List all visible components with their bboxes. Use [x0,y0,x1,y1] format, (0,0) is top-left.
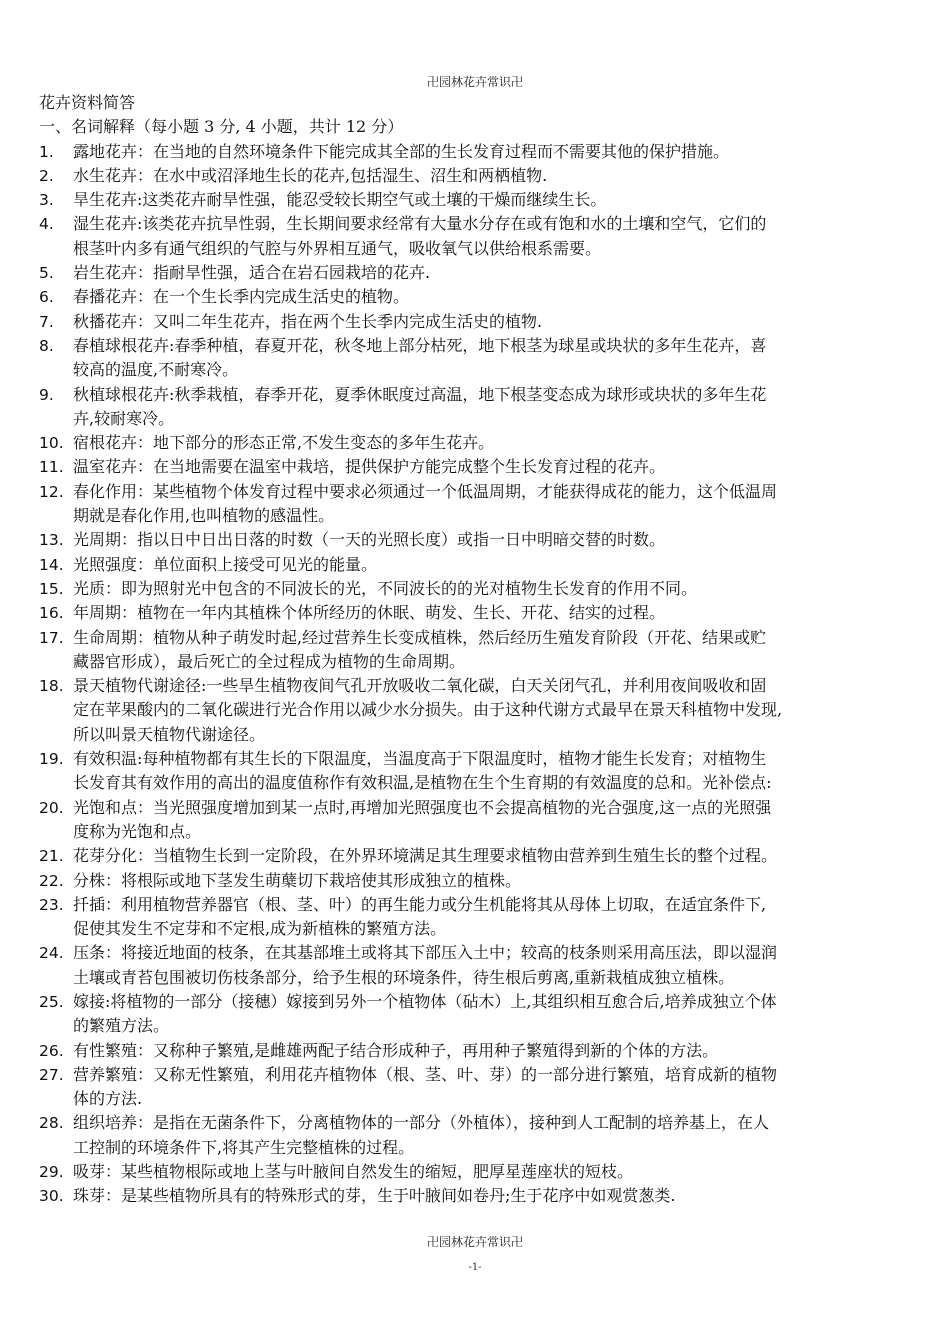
list-item-text: 宿根花卉：地下部分的形态正常,不发生变态的多年生花卉。 [73,433,495,453]
list-item [39,674,929,747]
list-item-text: 景天植物代谢途径:一些旱生植物夜间气孔开放吸收二氧化碳，白天关闭气孔，并利用夜间吸收和固 [73,676,767,696]
list-item [39,601,929,625]
page-footer: 卍园林花卉常识卍 [426,1235,523,1249]
list-item-text: 水生花卉：在水中或沼泽地生长的花卉,包括湿生、沼生和两栖植物. [73,165,548,185]
list-item [39,334,929,383]
list-item-text: 旱生花卉:这类花卉耐旱性强，能忍受较长期空气或土壤的干燥而继续生长。 [73,190,607,210]
list-item [39,747,929,796]
list-item-number: 24. [39,944,64,963]
list-item-text: 春植球根花卉:春季种植，春夏开花，秋冬地上部分枯死，地下根茎为球星或块状的多年生花卉，喜 [73,335,767,355]
list-item-text: 长发育其有效作用的高出的温度值称作有效积温,是植物在生个生育期的有效温度的总和。光补偿点: [73,773,772,793]
list-item [39,869,929,893]
list-item [39,285,929,309]
document-title: 花卉资料简答 [39,93,136,112]
list-item-number: 18. [39,677,64,696]
list-item [39,480,929,529]
list-item-number: 17. [39,628,64,647]
list-item-number: 10. [39,434,64,453]
list-item-number: 8. [39,336,54,355]
list-item [39,140,929,164]
list-item-number: 22. [39,871,64,890]
list-item [39,553,929,577]
list-item-number: 30. [39,1187,64,1206]
list-item-number: 4. [39,215,54,234]
list-item-number: 29. [39,1163,64,1182]
list-item-text: 嫁接:将植物的一部分（接穗）嫁接到另外一个植物体（砧木）上,其组织相互愈合后,培养成独立个体 [73,991,777,1011]
document-body [39,91,929,1209]
list-item-text: 度称为光饱和点。 [73,821,202,841]
list-item-text: 体的方法. [73,1089,143,1109]
list-item-text: 所以叫景天植物代谢途径。 [73,724,266,744]
list-item [39,1039,929,1063]
list-item-text: 秋植球根花卉:秋季栽植，春季开花，夏季休眠度过高温，地下根茎变态成为球形或块状的多年生花 [73,384,767,404]
list-item [39,990,929,1039]
list-item-text: 光照强度：单位面积上接受可见光的能量。 [73,554,378,574]
list-item-number: 20. [39,798,64,817]
list-item-text: 扦插：利用植物营养器官（根、茎、叶）的再生能力或分生机能将其从母体上切取，在适宜条件下, [73,894,767,914]
list-item-text: 较高的温度,不耐寒冷。 [73,360,239,380]
list-item-text: 压条：将接近地面的枝条，在其基部堆土或将其下部压入土中；较高的枝条则采用高压法，即以湿润 [73,943,778,963]
list-item [39,796,929,845]
list-item-number: 28. [39,1114,64,1133]
list-item-number: 6. [39,288,54,307]
list-item-text: 有效积温:每种植物都有其生长的下限温度，当温度高于下限温度时，植物才能生长发育；对植物生 [73,749,767,769]
list-item-text: 岩生花卉：指耐旱性强，适合在岩石园栽培的花卉. [73,263,431,283]
list-item-number: 16. [39,604,64,623]
list-item [39,626,929,675]
list-item-text: 光质：即为照射光中包含的不同波长的光，不同波长的的光对植物生长发育的作用不同。 [73,578,698,598]
list-item-number: 21. [39,847,64,866]
list-item-number: 3. [39,191,54,210]
section-title: 一、名词解释（每小题 3 分, 4 小题，共计 12 分） [39,117,404,137]
list-item-text: 的繁殖方法。 [73,1016,170,1036]
list-item [39,188,929,212]
list-item-number: 15. [39,579,64,598]
list-item-text: 秋播花卉：又叫二年生花卉，指在两个生长季内完成生活史的植物. [73,311,543,331]
list-item-number: 12. [39,482,64,501]
list-item-text: 卉,较耐寒冷。 [73,408,175,428]
list-item-number: 5. [39,264,54,283]
list-item-text: 组织培养：是指在无菌条件下，分离植物体的一部分（外植体），接种到人工配制的培养基上，在人 [73,1113,770,1133]
list-item [39,577,929,601]
list-item-text: 光周期：指以日中日出日落的时数（一天的光照长度）或指一日中明暗交替的时数。 [73,530,666,550]
list-item-text: 有性繁殖：又称种子繁殖,是雌雄两配子结合形成种子，再用种子繁殖得到新的个体的方法。 [73,1040,719,1060]
list-item [39,941,929,990]
page-header: 卍园林花卉常识卍 [426,75,523,89]
list-item [39,164,929,188]
list-item-number: 11. [39,458,64,477]
list-item-text: 露地花卉：在当地的自然环境条件下能完成其全部的生长发育过程而不需要其他的保护措施。 [73,141,730,161]
list-item-number: 25. [39,992,64,1011]
list-item [39,431,929,455]
list-item-text: 温室花卉：在当地需要在温室中栽培，提供保护方能完成整个生长发育过程的花卉。 [73,457,666,477]
list-item-text: 定在苹果酸内的二氧化碳进行光合作用以减少水分损失。由于这种代谢方式最早在景天科植物中发现, [73,700,783,720]
page-number: -1- [468,1262,482,1273]
list-item [39,1063,929,1112]
list-item-number: 13. [39,531,64,550]
list-item-text: 珠芽：是某些植物所具有的特殊形式的芽，生于叶腋间如卷丹;生于花序中如观赏葱类. [73,1186,676,1206]
list-item-text: 促使其发生不定芽和不定根,成为新植株的繁殖方法。 [73,919,447,939]
list-item-text: 年周期：植物在一年内其植株个体所经历的休眠、萌发、生长、开花、结实的过程。 [73,603,666,623]
list-item-text: 生命周期：植物从种子萌发时起,经过营养生长变成植株，然后经历生殖发育阶段（开花、结果或贮 [73,627,767,647]
list-item-text: 营养繁殖：又称无性繁殖，利用花卉植物体（根、茎、叶、芽）的一部分进行繁殖，培育成新的植物 [73,1064,778,1084]
list-item [39,893,929,942]
list-item [39,310,929,334]
list-item-number: 19. [39,750,64,769]
list-item [39,383,929,432]
list-item [39,528,929,552]
list-item-number: 26. [39,1041,64,1060]
list-item-text: 期就是春化作用,也叫植物的感温性。 [73,506,335,526]
list-item [39,1184,929,1208]
list-item-text: 分株：将根际或地下茎发生萌蘖切下栽培使其形成独立的植株。 [73,870,522,890]
list-item-number: 7. [39,312,54,331]
list-item-text: 光饱和点：当光照强度增加到某一点时,再增加光照强度也不会提高植物的光合强度,这一点的光照强 [73,797,772,817]
list-item-number: 9. [39,385,54,404]
list-item-text: 吸芽：某些植物根际或地上茎与叶腋间自然发生的缩短，肥厚星莲座状的短枝。 [73,1162,634,1182]
list-item [39,1111,929,1160]
definition-list [39,140,929,1209]
list-item-number: 27. [39,1065,64,1084]
list-item-text: 湿生花卉:该类花卉抗旱性弱，生长期间要求经常有大量水分存在或有饱和水的土壤和空气，它们的 [73,214,767,234]
list-item-text: 土壤或青苔包围被切伤枝条部分，给予生根的环境条件，待生根后剪离,重新栽植成独立植株。 [73,967,735,987]
list-item-number: 14. [39,555,64,574]
list-item-text: 春播花卉：在一个生长季内完成生活史的植物。 [73,287,410,307]
list-item [39,261,929,285]
list-item-text: 花芽分化：当植物生长到一定阶段，在外界环境满足其生理要求植物由营养到生殖生长的整个过程。 [73,846,778,866]
list-item [39,212,929,261]
list-item-number: 23. [39,895,64,914]
list-item-text: 工控制的环境条件下,将其产生完整植株的过程。 [73,1137,415,1157]
list-item-number: 1. [39,142,54,161]
list-item-text: 根茎叶内多有通气组织的气腔与外界相互通气，吸收氧气以供给根系需要。 [73,238,602,258]
list-item-text: 春化作用：某些植物个体发育过程中要求必须通过一个低温周期，才能获得成花的能力，这个低温周 [73,481,778,501]
list-item-text: 藏器官形成），最后死亡的全过程成为植物的生命周期。 [73,651,466,671]
list-item-number: 2. [39,166,54,185]
list-item [39,844,929,868]
list-item [39,1160,929,1184]
list-item [39,455,929,479]
